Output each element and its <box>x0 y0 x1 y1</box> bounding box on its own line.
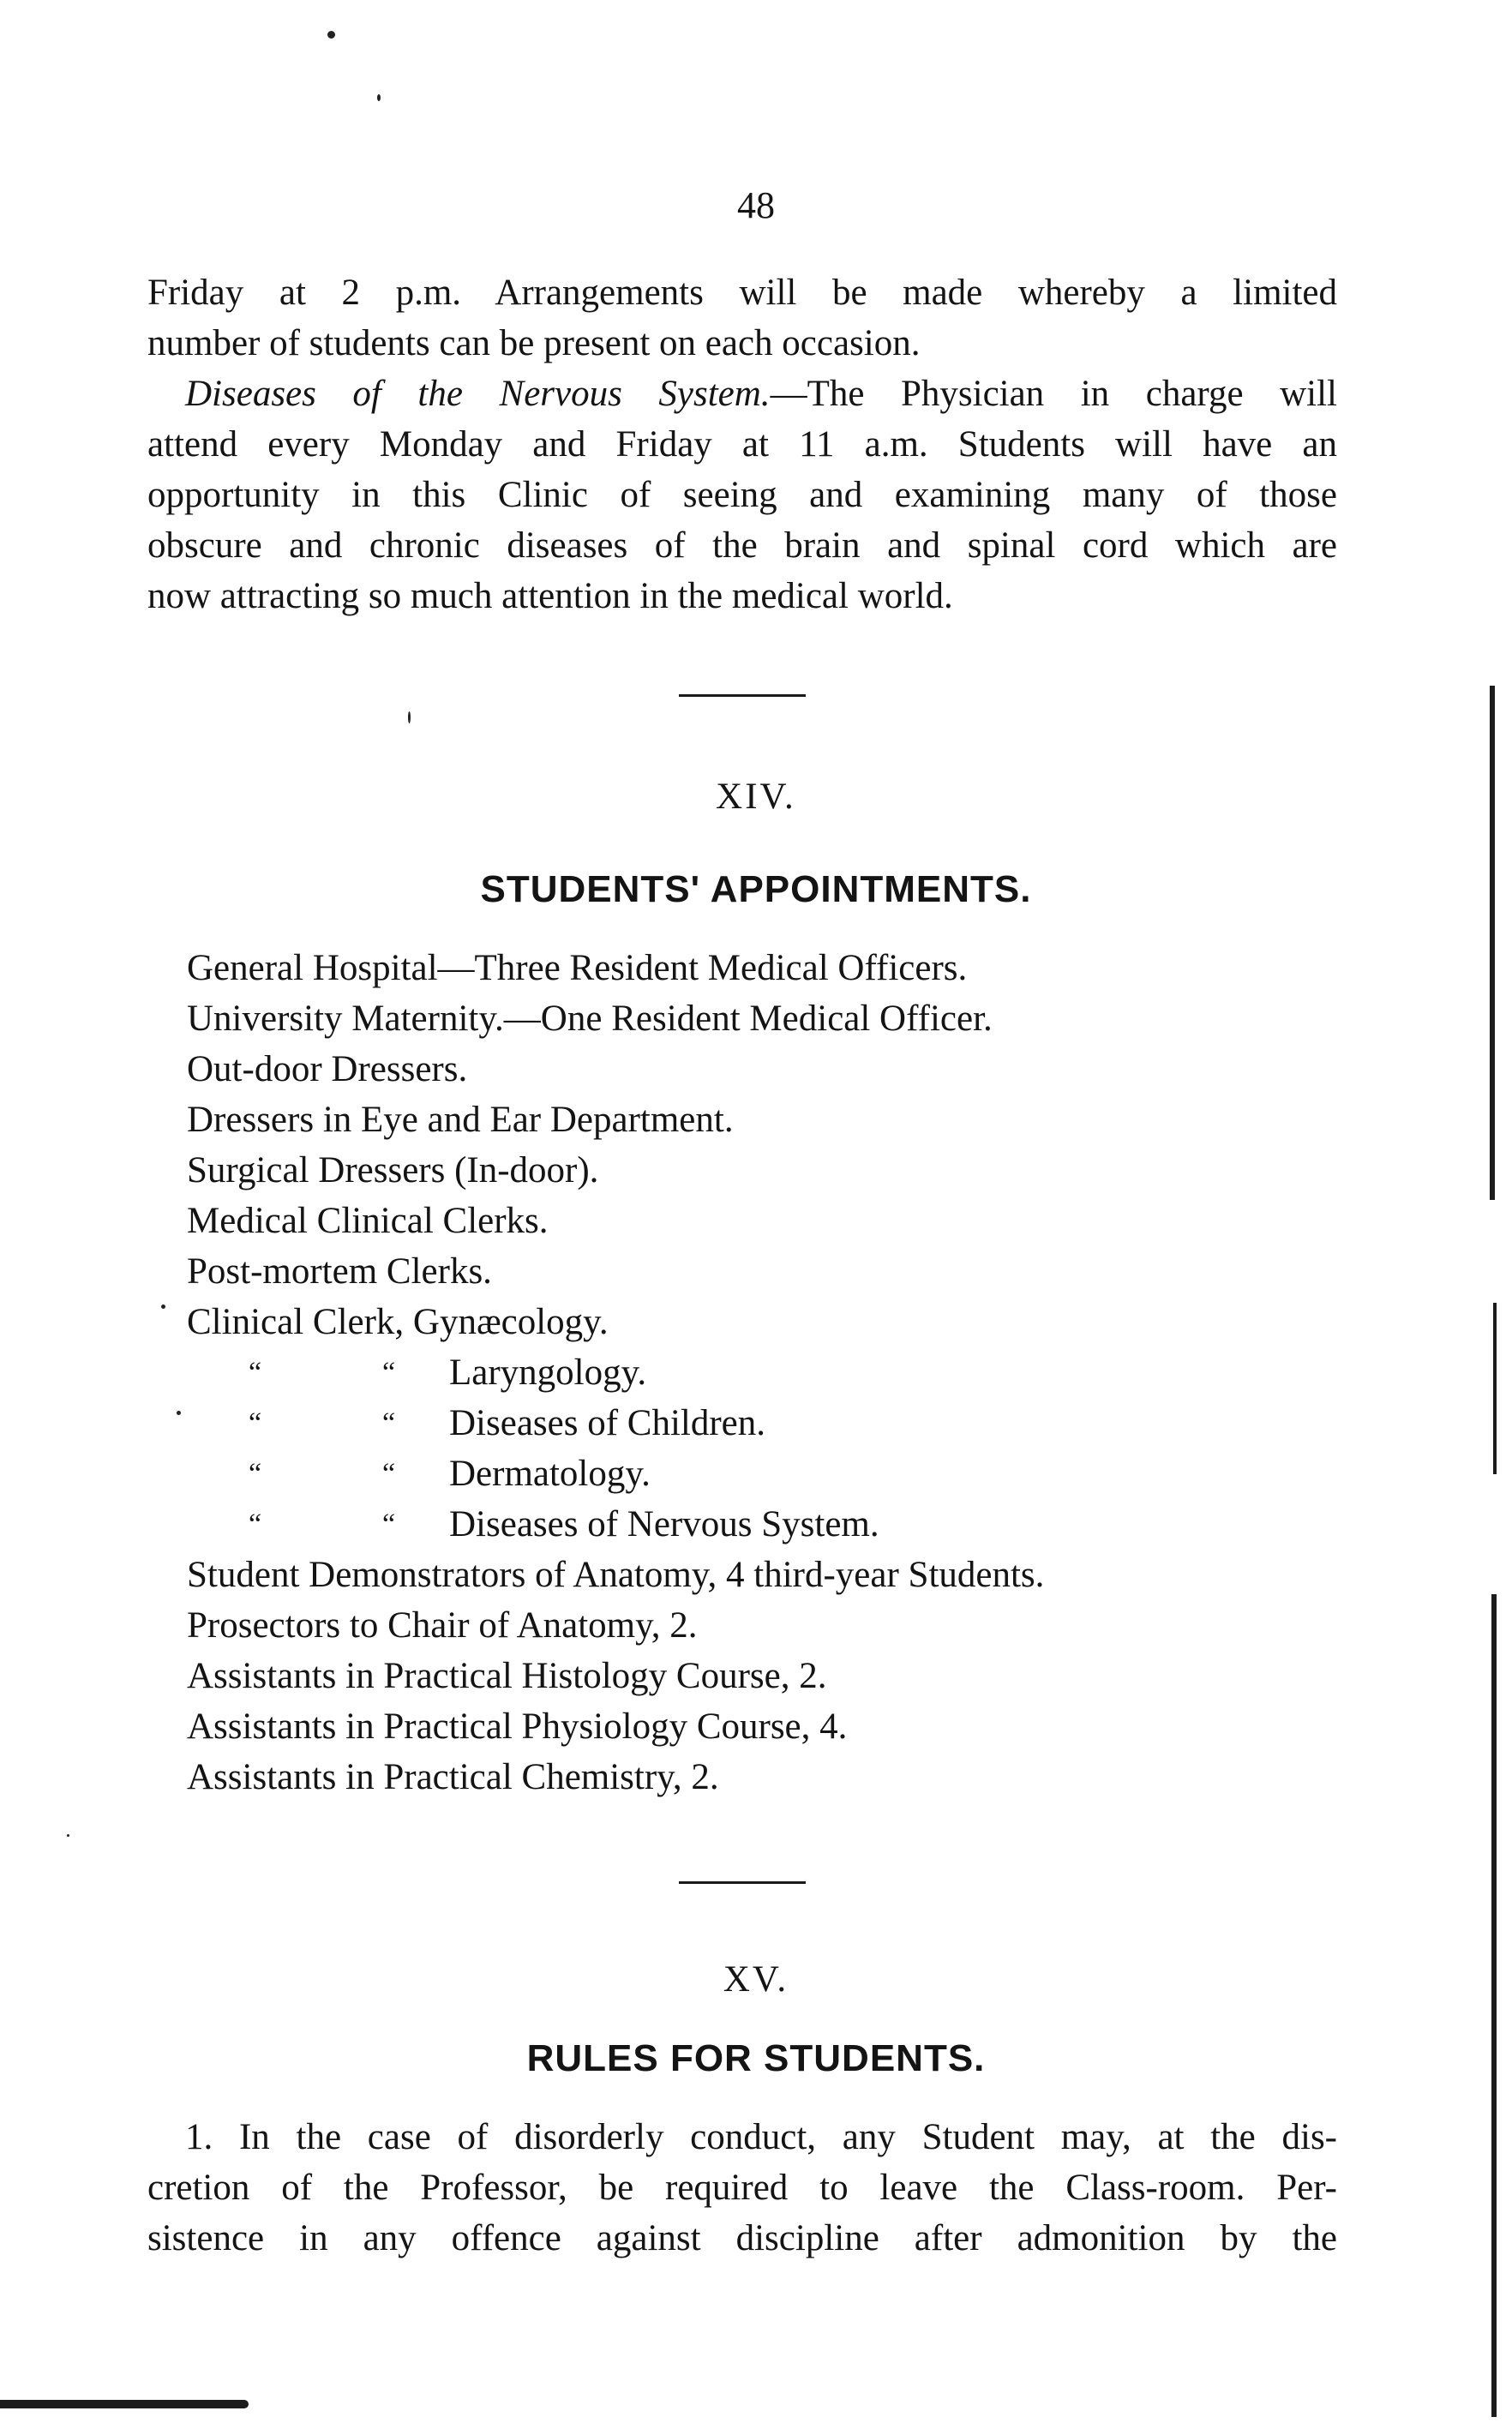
nervous-system-paragraph <box>147 369 1337 621</box>
list-item: Assistants in Practical Chemistry, 2. <box>187 1757 719 1797</box>
ditto-mark: “ <box>382 1357 396 1388</box>
scan-speck <box>377 94 381 101</box>
list-item-text: Dermatology. <box>449 1454 651 1494</box>
text-line: 1. In the case of disorderly conduct, any Student may, at the dis- <box>185 2117 1337 2157</box>
ditto-mark: “ <box>382 1458 396 1490</box>
ditto-mark: “ <box>249 1508 262 1540</box>
text-line: obscure and chronic diseases of the brain and spinal cord which are <box>147 525 1337 566</box>
list-item-text: Diseases of Children. <box>449 1403 766 1443</box>
list-item: Student Demonstrators of Anatomy, 4 third-year Students. <box>187 1555 1045 1595</box>
section-numeral: XV. <box>723 1959 789 2000</box>
text-line: opportunity in this Clinic of seeing and examining many of those <box>147 475 1337 515</box>
text-line: Friday at 2 p.m. Arrangements will be made whereby a limited <box>147 273 1337 313</box>
list-item: Out-door Dressers. <box>187 1049 468 1089</box>
text-line: sistence in any offence against discipline after admonition by the <box>147 2218 1337 2258</box>
list-item <box>187 1398 1301 1448</box>
list-item: Assistants in Practical Physiology Course, 4. <box>187 1706 848 1747</box>
list-item: Dressers in Eye and Ear Department. <box>187 1100 734 1140</box>
list-item: Assistants in Practical Histology Course, 2. <box>187 1656 827 1696</box>
section-numeral: XIV. <box>716 777 796 817</box>
section-heading: RULES FOR STUDENTS. <box>526 2037 986 2079</box>
text-line: now attracting so much attention in the medical world. <box>147 576 953 616</box>
list-item-text: Laryngology. <box>449 1352 647 1393</box>
scan-speck <box>408 711 411 723</box>
ditto-mark: “ <box>382 1508 396 1540</box>
rules-paragraph <box>147 2112 1337 2264</box>
section-heading: STUDENTS' APPOINTMENTS. <box>480 868 1032 910</box>
text-line: number of students can be present on each occasion. <box>147 323 921 363</box>
list-item: Prosectors to Chair of Anatomy, 2. <box>187 1605 698 1646</box>
ditto-mark: “ <box>249 1357 262 1388</box>
list-item: Medical Clinical Clerks. <box>187 1201 549 1241</box>
page-edge-shadow <box>1490 686 1495 1200</box>
list-item <box>187 1347 1301 1398</box>
ditto-mark: “ <box>249 1407 262 1439</box>
appointments-list <box>187 943 1301 1802</box>
scan-speck <box>161 1304 165 1309</box>
list-item: General Hospital—Three Resident Medical Officers. <box>187 948 968 988</box>
page-edge-shadow <box>1493 1303 1497 1474</box>
text-line: cretion of the Professor, be required to leave the Class-room. Per- <box>147 2168 1337 2208</box>
italic-lead: Diseases of the Nervous System. <box>185 374 771 414</box>
list-item: Surgical Dressers (In-door). <box>187 1150 599 1191</box>
lead-continuation: —The Physician in charge will <box>770 374 1337 414</box>
scan-speck <box>327 31 335 39</box>
text-line <box>147 369 1337 419</box>
intro-paragraph <box>147 267 1337 369</box>
list-item-text: Diseases of Nervous System. <box>449 1504 879 1544</box>
scan-speck <box>67 1834 69 1837</box>
text-line: attend every Monday and Friday at 11 a.m. Students will have an <box>147 424 1337 465</box>
list-item: University Maternity.—One Resident Medical Officer. <box>187 999 993 1039</box>
ditto-mark: “ <box>382 1407 396 1439</box>
list-item <box>187 1499 1301 1550</box>
ditto-mark: “ <box>249 1458 262 1490</box>
page-edge-shadow <box>1491 1594 1497 2417</box>
list-item <box>187 1448 1301 1499</box>
page-edge-shadow <box>0 2400 249 2408</box>
section-divider <box>679 694 806 697</box>
page-number: 48 <box>737 184 775 226</box>
section-divider <box>679 1881 806 1884</box>
scan-speck <box>177 1411 181 1415</box>
list-item: Post-mortem Clerks. <box>187 1251 492 1292</box>
list-item: Clinical Clerk, Gynæcology. <box>187 1302 609 1342</box>
